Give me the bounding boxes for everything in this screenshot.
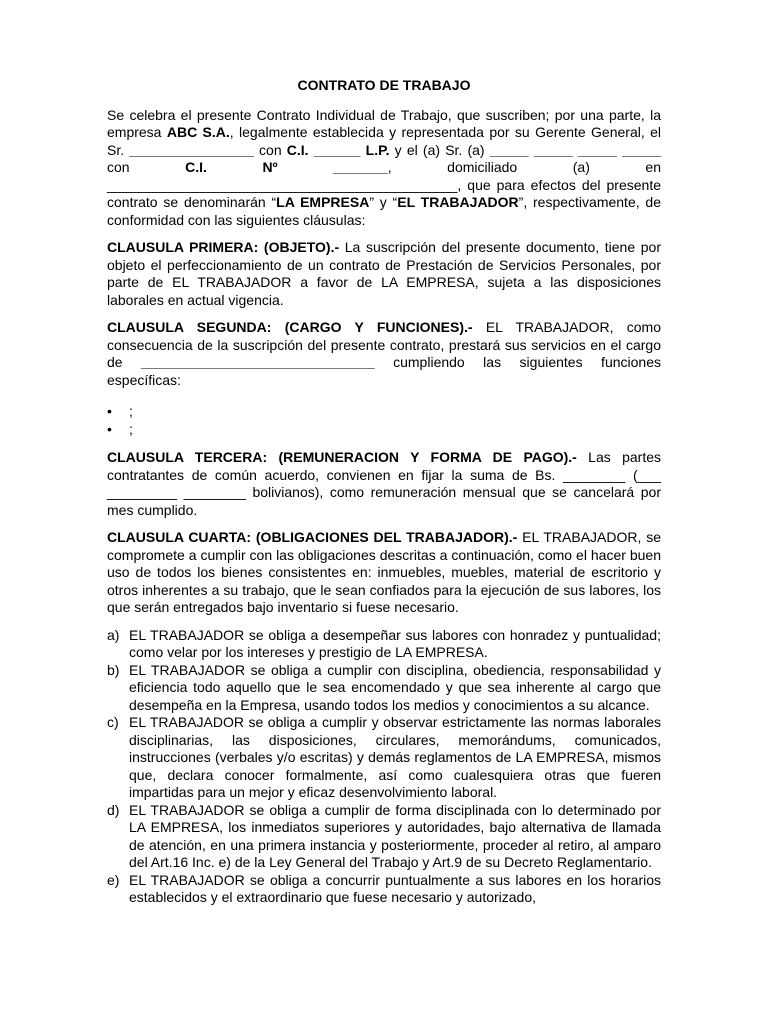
item-label: e) bbox=[107, 871, 120, 888]
company-name: ABC S.A. bbox=[166, 124, 230, 140]
intro-text: ”, respectivamente, de conformidad con las siguientes cláusulas: bbox=[107, 194, 661, 228]
item-text: EL TRABAJADOR se obliga a cumplir con disciplina, obediencia, responsabilidad y eficiencia todo aquello que le sea encomendado y que sea inherente al cargo que desempeña en la Empresa, usando todos los medios y conocimientos a su alcance. bbox=[129, 661, 661, 713]
blank-ci-no: _______ bbox=[277, 159, 388, 175]
clausula-heading: CLAUSULA CUARTA: (OBLIGACIONES DEL TRABAJADOR).- bbox=[107, 529, 518, 545]
list-item bbox=[107, 802, 661, 872]
la-empresa-label: LA EMPRESA bbox=[276, 194, 370, 210]
item-label: c) bbox=[107, 714, 119, 730]
list-item: • ; bbox=[107, 403, 661, 421]
clausula-segunda bbox=[107, 319, 661, 389]
item-text: EL TRABAJADOR se obliga a cumplir y observar estrictamente las normas laborales disciplinarias, las disposiciones, circulares, memorándums, comunicados, instrucciones (verbales y/o escritas) y demás reglamentos de LA EMPRESA, mismos que, declara conocer formalmente, así como cualesquiera otras que fueren impartidas para un mejor y eficaz desenvolvimiento laboral. bbox=[129, 714, 661, 800]
intro-text: con bbox=[107, 159, 186, 175]
intro-text: con bbox=[253, 141, 287, 158]
blank-gerente: ________________ bbox=[129, 141, 254, 158]
item-label: b) bbox=[107, 661, 120, 678]
blank-domicilio: _____________________________________________ bbox=[107, 176, 458, 193]
blank-nombre: _____ _____ _____ _____ bbox=[489, 141, 661, 158]
clausula-heading: CLAUSULA PRIMERA: (OBJETO).- bbox=[107, 239, 340, 255]
intro-text: ” y “ bbox=[369, 194, 398, 210]
list-item bbox=[107, 714, 661, 802]
clausula-text: Las partes contratantes de común acuerdo, convienen en fijar la suma de Bs. ________ (___ _________ ________ bolivianos), como remuneración mensual que se cancelará por mes cumplido. bbox=[107, 449, 661, 518]
intro-text: Se celebra el presente Contrato Individual de Trabajo, que suscriben; por una parte, la empresa bbox=[107, 106, 661, 140]
clausula-tercera bbox=[107, 449, 661, 519]
clausula-text: EL TRABAJADOR, se compromete a cumplir con las obligaciones descritas a continuación, como el hacer buen uso de todos los bienes consistentes en: inmuebles, muebles, material de escritorio y otros inherentes a su trabajo, que le sean confiados para la ejecución de sus labores, los que serán entregados bajo inventario si fuese necesario. bbox=[107, 529, 661, 615]
item-text: EL TRABAJADOR se obliga a cumplir de forma disciplinada con lo determinado por LA EMPRESA, los inmediatos superiores y autoridades, bajo alternativa de llamada de atención, en una primera instancia y posteriormente, proceder al retiro, al amparo del Art.16 Inc. e) de la Ley General del Trabajo y Art.9 de su Decreto Reglamentario. bbox=[129, 801, 661, 870]
intro-text: y el (a) Sr. (a) bbox=[389, 141, 490, 158]
item-text: EL TRABAJADOR se obliga a desempeñar sus labores con honradez y puntualidad; como velar por los intereses y prestigio de LA EMPRESA. bbox=[129, 626, 661, 660]
clausula-primera bbox=[107, 239, 661, 309]
list-item bbox=[107, 872, 661, 907]
clausula-cuarta bbox=[107, 529, 661, 617]
clausula-heading: CLAUSULA TERCERA: (REMUNERACION Y FORMA DE PAGO).- bbox=[107, 449, 577, 465]
list-item bbox=[107, 662, 661, 715]
lp-label: L.P. bbox=[360, 141, 390, 158]
funciones-list bbox=[107, 403, 661, 439]
document-title: CONTRATO DE TRABAJO bbox=[297, 77, 471, 93]
list-item bbox=[107, 627, 661, 662]
blank-ci: ______ bbox=[308, 141, 361, 158]
intro-text: , legalmente establecida y representada por su Gerente General, el Sr. bbox=[107, 124, 662, 158]
obligaciones-list bbox=[107, 627, 661, 907]
clausula-text: EL TRABAJADOR, como consecuencia de la suscripción del presente contrato, prestará sus servicios en el cargo de bbox=[107, 319, 661, 370]
clausula-heading: CLAUSULA SEGUNDA: (CARGO Y FUNCIONES).- bbox=[107, 319, 473, 335]
item-text: EL TRABAJADOR se obliga a concurrir puntualmente a sus labores en los horarios establecidos y el extraordinario que fuese necesario y autorizado, bbox=[129, 871, 661, 905]
el-trabajador-label: EL TRABAJADOR bbox=[397, 194, 519, 210]
list-item: • ; bbox=[107, 421, 661, 439]
item-label: a) bbox=[107, 626, 120, 643]
item-label: d) bbox=[107, 801, 120, 818]
intro-text: , que para efectos del presente contrato se denominarán “ bbox=[107, 176, 661, 210]
ci-label: C.I. bbox=[286, 141, 309, 158]
clausula-text: cumpliendo las siguientes funciones específicas: bbox=[107, 354, 661, 388]
clausula-text: La suscripción del presente documento, tiene por objeto el perfeccionamiento de un contrato de Prestación de Servicios Personales, por parte de EL TRABAJADOR a favor de LA EMPRESA, sujeta a las disposiciones laborales en actual vigencia. bbox=[107, 239, 661, 308]
intro-paragraph bbox=[107, 107, 661, 230]
blank-cargo: ______________________________ bbox=[141, 354, 375, 370]
ci-no-label: C.I. Nº bbox=[185, 159, 278, 175]
intro-text: , domiciliado (a) en bbox=[387, 159, 661, 175]
